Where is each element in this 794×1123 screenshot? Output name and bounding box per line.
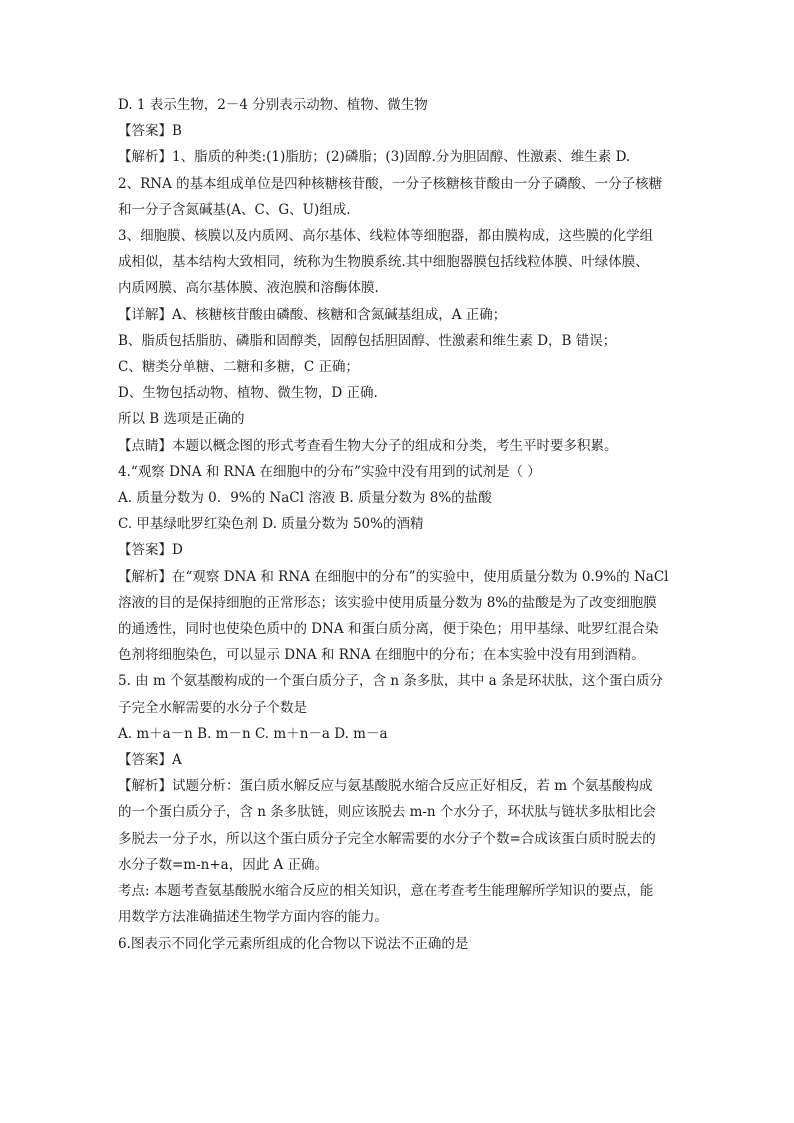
detail-q3-d: D、生物包括动物、植物、微生物，D 正确.: [118, 385, 378, 402]
analysis-q3-line3: 和一分子含氮碱基(A、C、G、U)组成.: [118, 201, 351, 218]
document-body: [118, 92, 678, 957]
answer-q3: 【答案】B: [118, 123, 182, 140]
analysis-q4-line2: 溶液的目的是保持细胞的正常形态；该实验中使用质量分数为 8%的盐酸是为了改变细胞膜: [118, 594, 657, 611]
analysis-q4-line1: 【解析】在“观察 DNA 和 RNA 在细胞中的分布”的实验中，使用质量分数为 0.9%的 NaCl: [118, 568, 669, 585]
analysis-q5-line3: 多脱去一分子水，所以这个蛋白质分子完全水解需要的水分子个数=合成该蛋白质时脱去的: [118, 830, 656, 847]
analysis-q3-line2: 2、RNA 的基本组成单位是四种核糖核苷酸，一分子核糖核苷酸由一分子磷酸、一分子核糖: [118, 175, 663, 192]
detail-q3-c: C、糖类分单糖、二糖和多糖，C 正确；: [118, 359, 359, 376]
conclusion-q3: 所以 B 选项是正确的: [118, 411, 245, 428]
comment-q3: 【点睛】本题以概念图的形式考查看生物大分子的组成和分类，考生平时要多积累。: [118, 437, 618, 454]
detail-q3-b: B、脂质包括脂肪、磷脂和固醇类，固醇包括胆固醇、性激素和维生素 D，B 错误；: [118, 332, 617, 349]
analysis-q4-line3: 的通透性，同时也使染色质中的 DNA 和蛋白质分离，便于染色；用甲基绿、吡罗红混合染: [118, 621, 659, 638]
detail-q3-a: 【详解】A、核糖核苷酸由磷酸、核糖和含氮碱基组成，A 正确；: [118, 306, 507, 323]
analysis-q3-line6: 内质网膜、高尔基体膜、液泡膜和溶酶体膜.: [118, 280, 379, 297]
question-5-line1: 5. 由 m 个氨基酸构成的一个蛋白质分子，含 n 条多肽，其中 a 条是环状肽，这个蛋白质分: [118, 673, 663, 690]
analysis-q4-line4: 色剂将细胞染色，可以显示 DNA 和 RNA 在细胞中的分布；在本实验中没有用到酒精。: [118, 647, 645, 664]
question-4-options-ab: A. 质量分数为 0．9%的 NaCl 溶液 B. 质量分数为 8%的盐酸: [118, 490, 492, 507]
analysis-q3-line5: 成相似，基本结构大致相同，统称为生物膜系统.其中细胞器膜包括线粒体膜、叶绿体膜、: [118, 254, 649, 271]
analysis-q3-line1: 【解析】1、脂质的种类:(1)脂肪；(2)磷脂；(3)固醇.分为胆固醇、性激素、维生素 D.: [118, 149, 631, 166]
analysis-q5-line2: 的一个蛋白质分子，含 n 条多肽链，则应该脱去 m-n 个水分子，环状肽与链状多肽相比会: [118, 804, 656, 821]
analysis-q5-line4: 水分子数=m-n+a，因此 A 正确。: [118, 856, 329, 873]
answer-q4: 【答案】D: [118, 542, 183, 559]
question-4-options-cd: C. 甲基绿吡罗红染色剂 D. 质量分数为 50%的酒精: [118, 516, 424, 533]
option-d-q3: D. 1 表示生物，2－4 分别表示动物、植物、微生物: [118, 97, 428, 113]
key-point-q5-line1: 考点: 本题考查氨基酸脱水缩合反应的相关知识，意在考查考生能理解所学知识的要点，能: [118, 883, 654, 900]
analysis-q5-line1: 【解析】试题分析：蛋白质水解反应与氨基酸脱水缩合反应正好相反，若 m 个氨基酸构成: [118, 778, 653, 795]
question-5-line2: 子完全水解需要的水分子个数是: [118, 699, 307, 716]
analysis-q3-line4: 3、细胞膜、核膜以及内质网、高尔基体、线粒体等细胞器，都由膜构成，这些膜的化学组: [118, 228, 654, 245]
question-6: 6.图表示不同化学元素所组成的化合物以下说法不正确的是: [118, 935, 469, 952]
question-4: 4.“观察 DNA 和 RNA 在细胞中的分布”实验中没有用到的试剂是（ ）: [118, 463, 541, 480]
answer-q5: 【答案】A: [118, 752, 182, 769]
key-point-q5-line2: 用数学方法准确描述生物学方面内容的能力。: [118, 909, 388, 926]
question-5-options: A. m＋a－n B. m－n C. m＋n－a D. m－a: [118, 725, 388, 742]
